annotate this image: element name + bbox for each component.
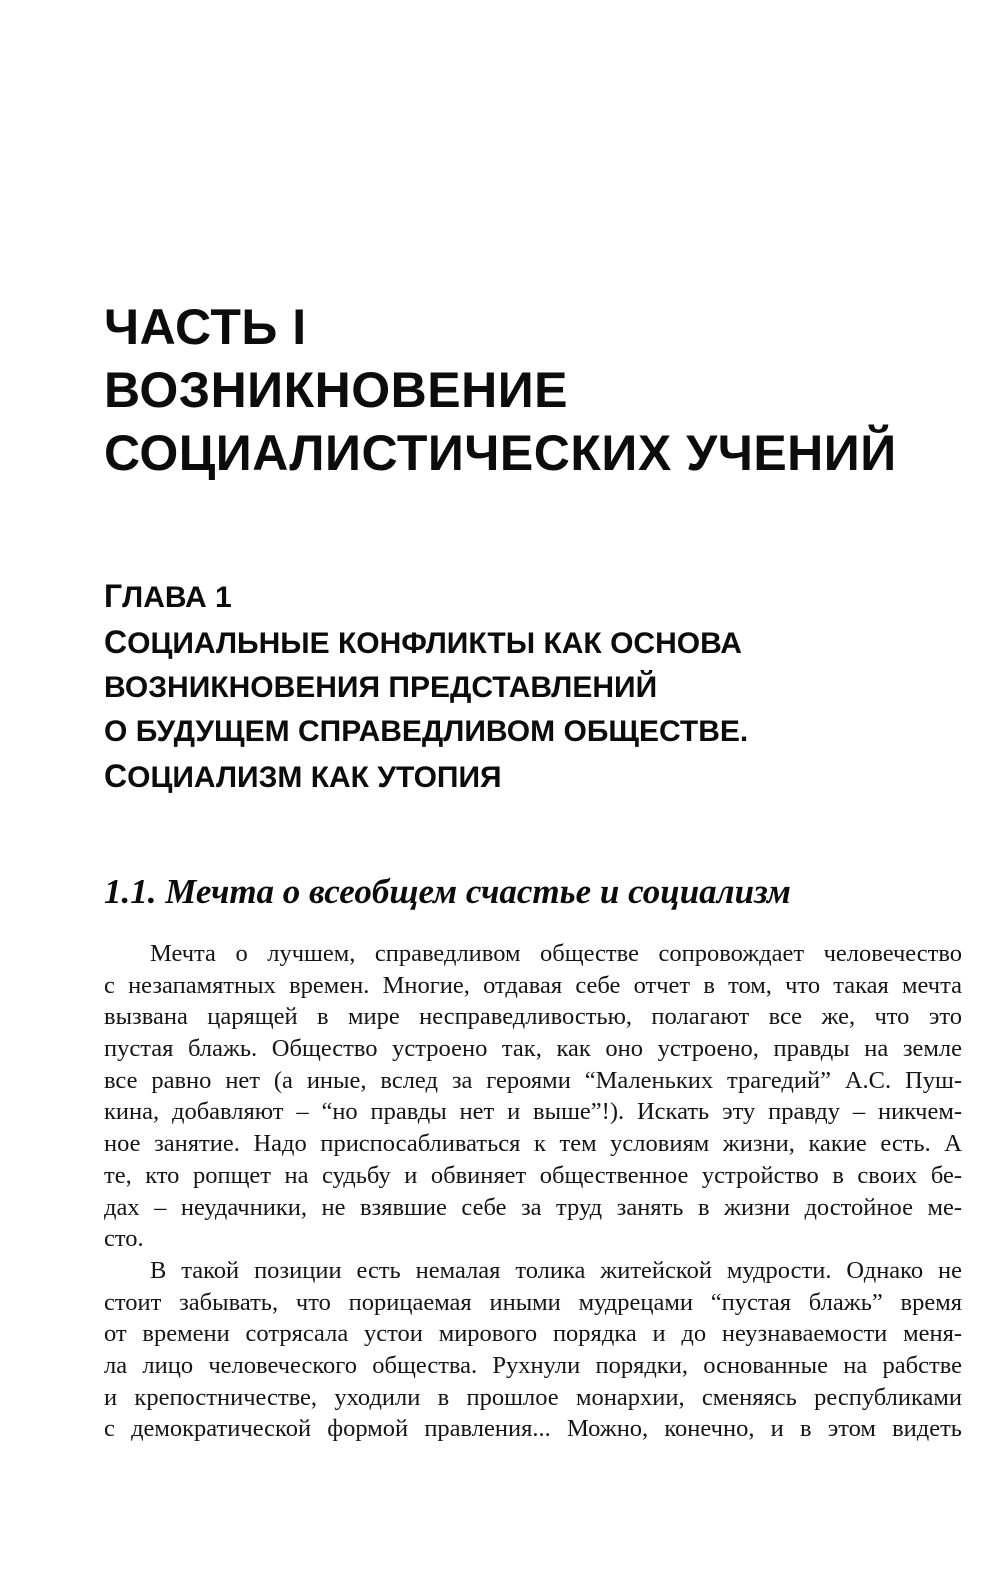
paragraph-line: сто. [104,1225,144,1253]
body-text [104,938,962,1445]
chapter-title-line: О БУДУЩЕМ СПРАВЕДЛИВОМ ОБЩЕСТВЕ. [104,715,749,748]
paragraph-line: кина, добавляют – “но правды нет и выше”!). Искать эту правду – никчем- [104,1098,962,1126]
paragraph-line: и крепостничестве, уходили в прошлое монархии, сменяясь республиками [104,1383,962,1411]
chapter-title-line: ВОЗНИКНОВЕНИЯ ПРЕДСТАВЛЕНИЙ [104,671,658,704]
paragraph-line: пустая блажь. Общество устроено так, как оно устроено, правды на земле [104,1035,962,1063]
paragraph-line: те, кто ропщет на судьбу и обвиняет общественное устройство в своих бе- [104,1161,962,1189]
paragraph-line: с демократической формой правления... Можно, конечно, и в этом видеть [104,1415,962,1443]
paragraph-line: все равно нет (а иные, вслед за героями “Маленьких трагедий” А.С. Пуш- [104,1066,962,1094]
paragraph-line: дах – неудачники, не взявшие себе за труд занять в жизни достойное ме- [104,1193,962,1221]
part-title [104,296,964,485]
paragraph-line: ное занятие. Надо приспосабливаться к тем условиям жизни, какие есть. А [104,1130,962,1158]
chapter-number: ГЛАВА 1 [104,578,232,614]
part-title-line: ВОЗНИКНОВЕНИЕ [104,362,568,418]
paragraph-line: В такой позиции есть немалая толика житейской мудрости. Однако не [150,1256,962,1284]
paragraph-line: от времени сотрясала устои мирового порядка и до неузнаваемости меня- [104,1320,962,1348]
paragraph-line: стоит забывать, что порицаемая иными мудрецами “пустая блажь” время [104,1288,962,1316]
paragraph-line: ла лицо человеческого общества. Рухнули порядки, основанные на рабстве [104,1351,962,1379]
part-title-line: ЧАСТЬ I [104,299,307,355]
paragraph-line: Мечта о лучшем, справедливом обществе сопровождает человечество [150,940,962,967]
paragraph-line: с незапамятных времен. Многие, отдавая себе отчет в том, что такая мечта [104,971,962,999]
section-title: 1.1. Мечта о всеобщем счастье и социализм [104,872,791,911]
part-title-line: СОЦИАЛИСТИЧЕСКИХ УЧЕНИЙ [104,425,897,481]
paragraph-line: вызвана царящей в мире несправедливостью, полагают все же, что это [104,1003,962,1031]
chapter-heading [104,574,964,800]
chapter-title-line: СОЦИАЛЬНЫЕ КОНФЛИКТЫ КАК ОСНОВА [104,624,742,660]
chapter-title-line: СОЦИАЛИЗМ КАК УТОПИЯ [104,758,502,794]
